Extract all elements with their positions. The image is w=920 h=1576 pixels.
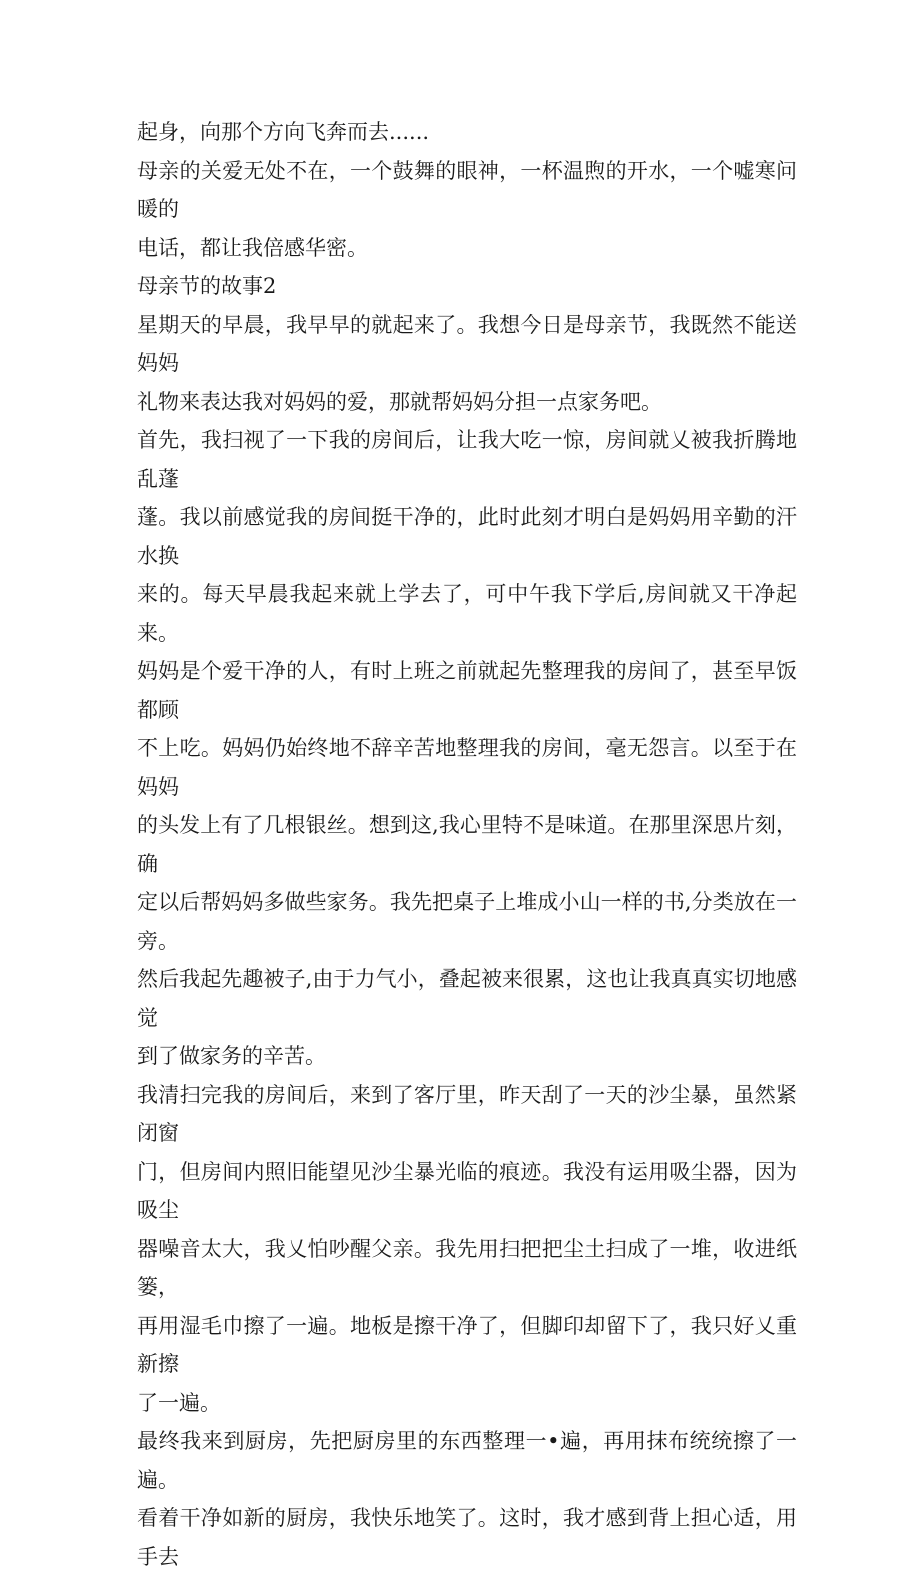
paragraph-6: 我清扫完我的房间后，来到了客厅里，昨天刮了一天的沙尘暴，虽然紧闭窗 门，但房间内照旧能望见沙尘暴光临的痕迹。我没有运用吸尘器，因为吸尘 器噪音太大，我乂怕吵醒父亲。我先用扫把把尘土扫成了一堆，收进纸篓， 再用湿毛巾擦了一遍。地板是擦干净了，但脚印却留下了，我只好乂重新擦 了一遍。: [137, 1082, 797, 1415]
paragraph-4: 首先，我扫视了一下我的房间后，让我大吃一惊，房间就乂被我折腾地乱蓬 蓬。我以前感觉我的房间挺干净的，此时此刻才明白是妈妈用辛勤的汗水换 来的。每天早晨我起来就上学去了，可中午我下学后,房间就又干净起来。: [137, 428, 797, 645]
paragraph-5: 妈妈是个爱干净的人，有时上班之前就起先整理我的房间了，甚至早饭都顾 不上吃。妈妈仍始终地不辞辛苦地整理我的房间，毫无怨言。以至于在妈妈 的头发上有了几根银丝。想到这,我心里特不是味道。在那里深思片刻，确 定以后帮妈妈多做些家务。我先把桌子上堆成小山一样的书,分类放在一旁。 然后我起先趣被子,由于力气小，叠起被来很累，这也让我真真实切地感觉 到了做家务的辛苦。: [137, 659, 797, 1068]
paragraph-1: 起身，向那个方向飞奔而去......: [137, 120, 430, 144]
section-heading: 母亲节的故事2: [137, 274, 277, 298]
document-body: [137, 113, 797, 1576]
paragraph-7: 最终我来到厨房，先把厨房里的东西整理一•遍，再用抹布统统擦了一遍。 看着干净如新的厨房，我快乐地笑了。这时，我才感到背上担心适，用手去: [137, 1429, 797, 1569]
paragraph-3: 星期天的早晨，我早早的就起来了。我想今日是母亲节，我既然不能送妈妈 礼物来表达我对妈妈的爱，那就帮妈妈分担一点家务吧。: [137, 312, 797, 414]
paragraph-2: 母亲的关爱无处不在，一个鼓舞的眼神，一杯温煦的开水，一个嘘寒问暖的 电话，都让我倍感华密。: [137, 158, 797, 260]
